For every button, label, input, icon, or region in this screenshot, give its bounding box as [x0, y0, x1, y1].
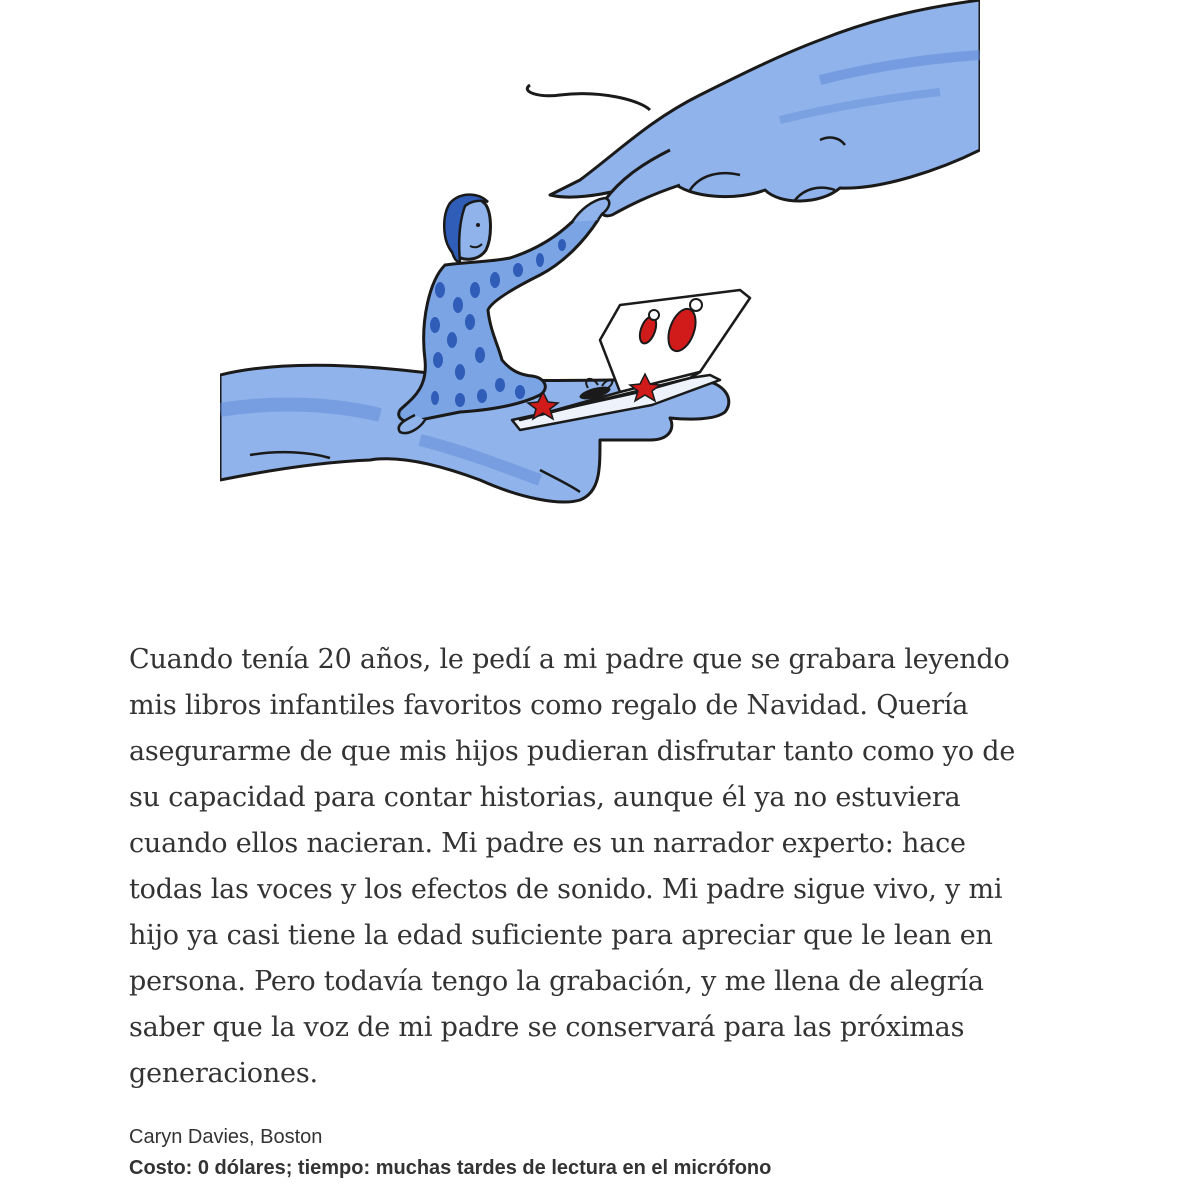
- cost-time-note: Costo: 0 dólares; tiempo: muchas tardes de lectura en el micrófono: [129, 1157, 772, 1179]
- upper-hand: [527, 0, 980, 216]
- article-paragraph: [129, 637, 1029, 1097]
- paragraph-line: persona. Pero todavía tengo la grabación, y me llena de alegría: [129, 966, 984, 997]
- author-byline: Caryn Davies, Boston: [129, 1126, 323, 1148]
- paragraph-line: Cuando tenía 20 años, le pedí a mi padre que se grabara leyendo: [129, 644, 1010, 675]
- paragraph-line: hijo ya casi tiene la edad suficiente para apreciar que le lean en: [129, 920, 993, 951]
- paragraph-line: generaciones.: [129, 1058, 318, 1089]
- paragraph-line: saber que la voz de mi padre se conservará para las próximas: [129, 1012, 965, 1043]
- paragraph-line: todas las voces y los efectos de sonido. Mi padre sigue vivo, y mi: [129, 874, 1003, 905]
- paragraph-line: cuando ellos nacieran. Mi padre es un narrador experto: hace: [129, 828, 966, 859]
- paragraph-line: mis libros infantiles favoritos como regalo de Navidad. Quería: [129, 690, 969, 721]
- hero-illustration: [220, 0, 980, 530]
- paragraph-line: asegurarme de que mis hijos pudieran disfrutar tanto como yo de: [129, 736, 1016, 767]
- paragraph-line: su capacidad para contar historias, aunque él ya no estuviera: [129, 782, 961, 813]
